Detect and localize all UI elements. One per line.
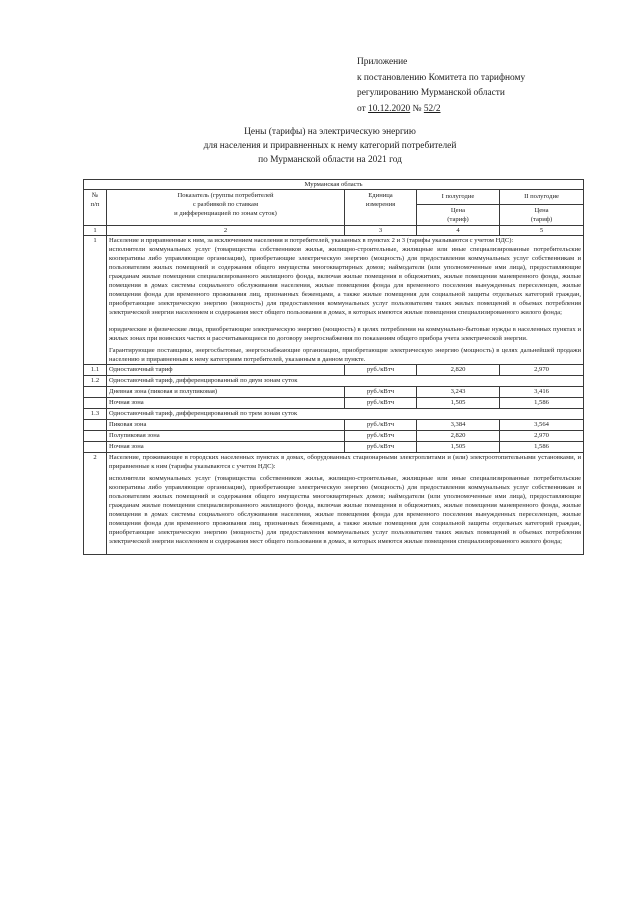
colnum-5: 5 <box>500 226 584 236</box>
document-title <box>110 125 550 167</box>
row-label: Одноставочный тариф, дифференцированный по трем зонам суток <box>107 409 584 420</box>
section-1-p3: Гарантирующие поставщики, энергосбытовые, энергоснабжающие организации, приобретающие электрическую энергию (мощность) в целях дальнейшей продажи населению и приравненным к нему категориям потребителей, указанным в данном пункте. <box>109 347 582 363</box>
section-1-text <box>107 236 584 365</box>
row-num <box>84 420 107 431</box>
row-label: Ночная зона <box>107 398 345 409</box>
region-cell: Мурманская область <box>84 180 584 190</box>
row-unit: руб./кВтч <box>345 398 417 409</box>
row-value-h1: 2,820 <box>417 431 500 442</box>
row-label: Дневная зона (пиковая и полупиковая) <box>107 387 345 398</box>
header-indicator: Показатель (группы потребителей с разбивкой по ставкам и дифференциацией по зонам суток) <box>107 190 345 226</box>
appendix-date-line <box>357 102 607 118</box>
header-half-1 <box>417 190 500 226</box>
row-num <box>84 387 107 398</box>
title-line-2: для населения и приравненных к нему категорий потребителей <box>203 141 457 151</box>
tariff-row <box>84 365 584 376</box>
row-value-h1: 1,505 <box>417 398 500 409</box>
section-1-p1: исполнители коммунальных услуг (товарищества собственников жилья, жилищно-строительные, жилищные или иные специализированные потребительские кооперативы либо управляющие организации), приобретающие электрическую энергию (мощность) для предоставления коммунальных услуг собственникам и пользователям жилых помещений и содержания общего имущества многоквартирных домов; наймодатели (или уполномоченные ими лица), предоставляющие гражданам жилые помещения специализированного жилищного фонда, включая жилые помещения в общежитиях, жилые помещения маневренного фонда, жилые помещения в домах системы социального обслуживания населения, жилые помещения фонда для временного поселения вынужденных переселенцев, жилые помещения фонда для временного проживания лиц, признанных беженцами, а также жилые помещения для социальной защиты отдельных категорий граждан, приобретающие электрическую энергию (мощность) для предоставления коммунальных услуг пользователям таких жилых помещений в объемах потребления электрической энергии населением и содержания мест общего пользования в домах, в которых имеются жилые помещения специализированного жилого фонда; <box>109 246 582 316</box>
section-2-row <box>84 453 584 555</box>
row-value-h2: 2,970 <box>500 365 584 376</box>
colnum-3: 3 <box>345 226 417 236</box>
region-row <box>84 180 584 190</box>
header-half-2-label: II полугодие <box>524 193 559 200</box>
section-1-intro: Население и приравненные к ним, за исключением населения и потребителей, указанных в пунктах 2 и 3 (тарифы указываются с учетом НДС): <box>109 237 514 244</box>
section-2-gap <box>109 546 581 554</box>
row-value-h2: 3,564 <box>500 420 584 431</box>
section-2-text <box>107 453 584 555</box>
row-value-h1: 3,243 <box>417 387 500 398</box>
tariff-row <box>84 431 584 442</box>
row-num <box>84 431 107 442</box>
section-1-num: 1 <box>84 236 107 365</box>
section-1-p2: юридические и физические лица, приобретающие электрическую энергию (мощность) в целях потребления на коммунально-бытовые нужды в населенных пунктах и жилых зонах при воинских частях и рассчитывающиеся по договору энергоснабжения по показаниям общего прибора учета электрической энергии. <box>109 326 582 342</box>
row-label: Одноставочный тариф <box>107 365 345 376</box>
appendix-line-3: регулированию Мурманской области <box>357 88 505 98</box>
number-prefix: № <box>410 103 424 114</box>
appendix-header <box>357 55 607 117</box>
row-num: 1.3 <box>84 409 107 420</box>
appendix-line-1: Приложение <box>357 57 408 67</box>
tariff-row <box>84 420 584 431</box>
section-1-row <box>84 236 584 365</box>
tariff-table <box>83 179 584 555</box>
row-value-h1: 3,384 <box>417 420 500 431</box>
row-value-h1: 1,505 <box>417 442 500 453</box>
section-2-p1: исполнители коммунальных услуг (товарищества собственников жилья, жилищно-строительные, жилищные или иные специализированные потребительские кооперативы либо управляющие организации), приобретающие электрическую энергию (мощность) для предоставления коммунальных услуг собственникам и пользователям жилых помещений и содержания общего имущества многоквартирных домов; наймодатели (или уполномоченные ими лица), предоставляющие гражданам жилые помещения специализированного жилищного фонда, включая жилые помещения в общежитиях, жилые помещения маневренного фонда, жилые помещения в домах системы социального обслуживания населения, жилые помещения фонда для временного поселения вынужденных переселенцев, жилые помещения фонда для временного проживания лиц, признанных беженцами, а также жилые помещения для социальной защиты отдельных категорий граждан, приобретающие электрическую энергию (мощность) для предоставления коммунальных услуг пользователям таких жилых помещений в объемах потребления электрической энергии населением и содержания мест общего пользования в домах, в которых имеются жилые помещения специализированного жилого фонда; <box>109 475 582 545</box>
title-line-3: по Мурманской области на 2021 год <box>258 155 402 165</box>
row-unit: руб./кВтч <box>345 387 417 398</box>
section-2-num: 2 <box>84 453 107 555</box>
row-num <box>84 398 107 409</box>
row-num <box>84 442 107 453</box>
row-value-h2: 1,586 <box>500 398 584 409</box>
tariff-row <box>84 442 584 453</box>
header-unit: Единица измерения <box>345 190 417 226</box>
title-line-1: Цены (тарифы) на электрическую энергию <box>244 127 416 137</box>
row-value-h2: 3,416 <box>500 387 584 398</box>
colnum-4: 4 <box>417 226 500 236</box>
appendix-line-2: к постановлению Комитета по тарифному <box>357 72 526 83</box>
date-prefix: от <box>357 103 369 114</box>
row-unit: руб./кВтч <box>345 365 417 376</box>
row-label: Одноставочный тариф, дифференцированный по двум зонам суток <box>107 376 584 387</box>
colnum-2: 2 <box>107 226 345 236</box>
row-unit: руб./кВтч <box>345 420 417 431</box>
tariff-row <box>84 398 584 409</box>
tariff-group-row <box>84 409 584 420</box>
row-value-h2: 1,586 <box>500 442 584 453</box>
section-1-gap <box>109 317 581 325</box>
row-unit: руб./кВтч <box>345 431 417 442</box>
row-value-h2: 2,970 <box>500 431 584 442</box>
row-num: 1.1 <box>84 365 107 376</box>
header-half-1-label: I полугодие <box>441 193 475 200</box>
appendix-number: 52/2 <box>423 103 441 114</box>
header-num: № п/п <box>84 190 107 226</box>
row-value-h1: 2,820 <box>417 365 500 376</box>
header-price-2: Цена (тариф) <box>500 204 583 225</box>
row-label: Полупиковая зона <box>107 431 345 442</box>
tariff-row <box>84 387 584 398</box>
tariff-group-row <box>84 376 584 387</box>
section-2-intro: Население, проживающее в городских населенных пунктах в домах, оборудованных стационарными электроплитами и (или) электроотопительными установками, и приравненные к ним (тарифы указываются с учетом НДС): <box>109 454 582 470</box>
header-row <box>84 190 584 226</box>
row-num: 1.2 <box>84 376 107 387</box>
header-price-1: Цена (тариф) <box>417 204 499 225</box>
appendix-date: 10.12.2020 <box>368 103 411 114</box>
colnum-1: 1 <box>84 226 107 236</box>
header-half-2 <box>500 190 584 226</box>
row-label: Ночная зона <box>107 442 345 453</box>
column-number-row <box>84 226 584 236</box>
row-unit: руб./кВтч <box>345 442 417 453</box>
row-label: Пиковая зона <box>107 420 345 431</box>
